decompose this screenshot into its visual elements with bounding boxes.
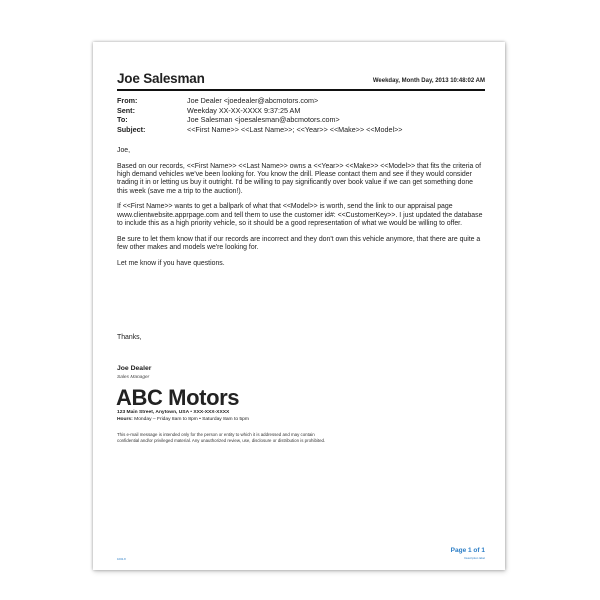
signature-title: Sales Manager [117, 375, 150, 380]
legal-disclaimer: This e-mail message is intended only for the person or entity to which it is addressed and may contain confidential and/or privileged material. Any unauthorized review, use, disclosure or distribution is prohibited. [117, 432, 326, 443]
from-row [117, 96, 403, 106]
page-header [117, 71, 485, 86]
page-sublabel: Description label [464, 556, 485, 560]
email-meta [117, 96, 403, 134]
hours-value: Monday – Friday 8am to 8pm • Saturday 8am to 5pm [134, 417, 249, 422]
sent-label: Sent: [117, 105, 135, 115]
to-row [117, 115, 403, 125]
company-address: 123 Main Street, Anytown, USA • XXX-XXX-XXXX [117, 410, 230, 415]
subject-row [117, 125, 403, 135]
from-value: Joe Dealer <joedealer@abcmotors.com> [187, 96, 319, 105]
to-label: To: [117, 115, 128, 124]
closing: Thanks, [117, 334, 142, 341]
company-hours [117, 417, 249, 422]
sent-row [117, 106, 403, 116]
signature-name: Joe Dealer [117, 365, 152, 372]
body-paragraph-1: Based on our records, <<First Name>> <<Last Name>> owns a <<Year>> <<Make>> <<Model>> that fits the criteria of high demand vehicles we've been looking for. You know the drill. Please contact them and see if they would consider trading it in or letting us buy it outright. I'd be willing to pay significantly over book value if we can get something done this week (save me a trip to the auction!). [117, 162, 482, 195]
body-paragraph-2: If <<First Name>> wants to get a ballpark of what that <<Model>> is worth, send the link to our appraisal page www.clientwebsite.apprpage.com and tell them to use the customer id#: <<CustomerKey>>. I just updated the database to include this as a high priority vehicle, so it should be a good representation of what we would be willing to offer. [117, 203, 483, 228]
email-body [117, 147, 485, 276]
sender-name: Joe Salesman [117, 71, 205, 86]
company-logo-text: ABC Motors [116, 385, 240, 410]
to-value: Joe Salesman <joesalesman@abcmotors.com> [187, 115, 340, 124]
email-printout-page [93, 42, 505, 570]
hours-label: Hours: [117, 417, 133, 422]
subject-label: Subject: [117, 124, 146, 134]
subject-value: <<First Name>> <<Last Name>>; <<Year>> <<Make>> <<Model>> [187, 124, 403, 134]
header-rule [117, 89, 485, 91]
footer-code: 1002-8 [117, 557, 126, 561]
page-content [117, 42, 485, 570]
body-paragraph-3: Be sure to let them know that if our records are incorrect and they don't own this vehicle anymore, that there are quite a few other makes and models we're looking for. [117, 235, 481, 252]
greeting: Joe, [117, 147, 131, 154]
page-number: Page 1 of 1 [450, 547, 485, 554]
body-paragraph-4: Let me know if you have questions. [117, 259, 225, 267]
sent-value: Weekday XX-XX-XXXX 9:37:25 AM [187, 105, 301, 115]
from-label: From: [117, 96, 138, 105]
print-date: Weekday, Month Day, 2013 10:48:02 AM [372, 78, 485, 84]
